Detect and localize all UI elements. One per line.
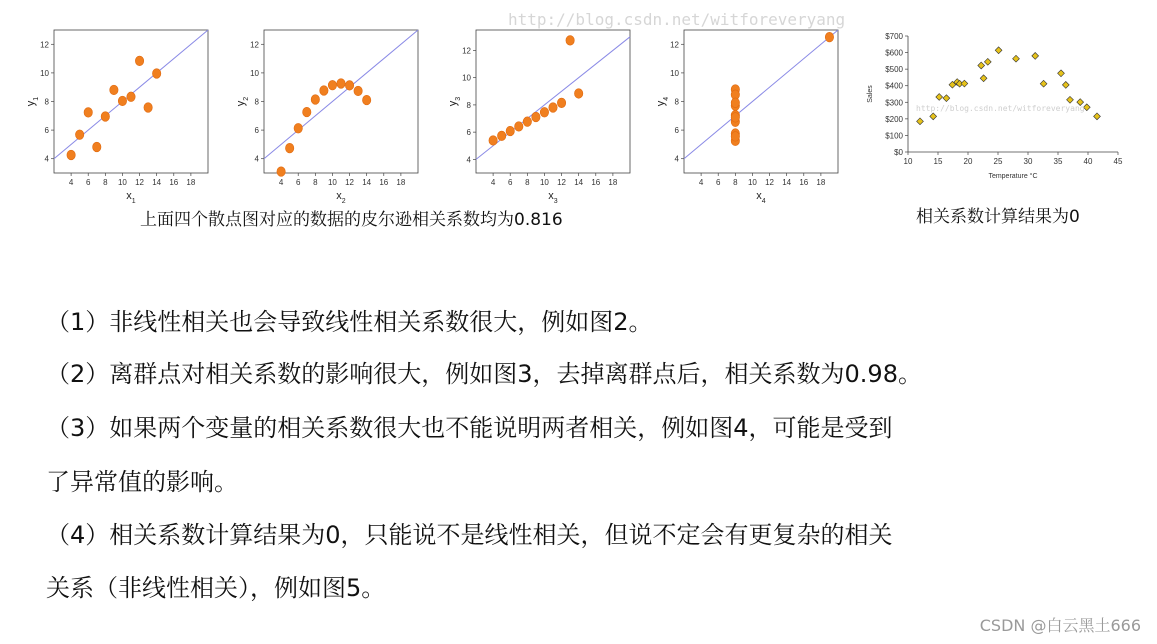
y-tick-label: $100 bbox=[885, 131, 903, 141]
data-point bbox=[917, 118, 924, 125]
data-point bbox=[540, 107, 548, 117]
y-tick-label: 4 bbox=[44, 154, 49, 164]
x-tick-label: 12 bbox=[135, 178, 145, 187]
x-tick-label: 35 bbox=[1053, 157, 1063, 166]
data-point bbox=[1094, 113, 1101, 120]
data-point bbox=[311, 95, 319, 105]
y-tick-label: 4 bbox=[254, 154, 259, 164]
data-point bbox=[731, 132, 739, 142]
x-tick-label: 6 bbox=[715, 178, 721, 187]
y-tick-label: 8 bbox=[466, 100, 471, 110]
x-axis-title: $x_2$ bbox=[336, 190, 346, 205]
x-tick-label: 45 bbox=[1113, 157, 1123, 166]
data-point bbox=[345, 81, 353, 91]
y-tick-label: 10 bbox=[250, 68, 259, 78]
x-axis-title: $x_3$ bbox=[548, 190, 558, 205]
x-tick-label: 40 bbox=[1083, 157, 1093, 166]
watermark-top: http://blog.csdn.net/witforeveryang bbox=[508, 10, 846, 29]
x-tick-label: 10 bbox=[903, 157, 913, 166]
data-point bbox=[506, 126, 514, 136]
x-tick-label: 18 bbox=[608, 178, 618, 187]
x-tick-label: 8 bbox=[525, 178, 530, 187]
data-point bbox=[825, 32, 833, 42]
y-tick-label: 6 bbox=[674, 126, 679, 136]
x-tick-label: 8 bbox=[733, 178, 738, 187]
data-point bbox=[93, 142, 101, 152]
x-tick-label: 12 bbox=[557, 178, 567, 187]
data-point bbox=[294, 123, 302, 133]
data-point bbox=[930, 113, 937, 120]
data-point bbox=[1067, 96, 1074, 103]
data-point bbox=[127, 92, 135, 102]
x-tick-label: 16 bbox=[799, 178, 809, 187]
y-tick-label: $600 bbox=[885, 48, 903, 58]
x-tick-label: 16 bbox=[591, 178, 601, 187]
y-tick-label: 8 bbox=[254, 97, 259, 107]
scatter-chart-2 bbox=[232, 30, 432, 205]
data-point bbox=[731, 113, 739, 123]
x-tick-label: 15 bbox=[933, 157, 943, 166]
data-point bbox=[961, 80, 968, 87]
data-point bbox=[1040, 80, 1047, 87]
data-point bbox=[362, 95, 370, 105]
plot-frame bbox=[684, 30, 838, 173]
x-axis-title: $x_1$ bbox=[126, 190, 136, 205]
y-tick-label: 10 bbox=[670, 68, 679, 78]
scatter-chart-1 bbox=[22, 30, 222, 205]
y-tick-label: 6 bbox=[254, 126, 259, 136]
data-point bbox=[303, 107, 311, 117]
x-tick-label: 10 bbox=[117, 178, 127, 187]
y-tick-label: 4 bbox=[674, 154, 679, 164]
x-tick-label: 4 bbox=[278, 178, 284, 187]
x-tick-label: 12 bbox=[765, 178, 775, 187]
scatter-panel-4 bbox=[652, 30, 852, 205]
y-tick-label: $400 bbox=[885, 81, 903, 91]
data-point bbox=[110, 85, 118, 95]
x-tick-label: 14 bbox=[362, 178, 372, 187]
y-tick-label: 6 bbox=[466, 128, 471, 138]
y-axis-title: $y_2$ bbox=[235, 96, 250, 107]
x-tick-label: 14 bbox=[152, 178, 162, 187]
x-tick-label: 16 bbox=[169, 178, 179, 187]
data-point bbox=[152, 69, 160, 79]
y-axis-title: $y_4$ bbox=[655, 96, 670, 107]
data-point bbox=[1032, 52, 1039, 59]
x-axis-title-subscript: 3 bbox=[553, 197, 558, 205]
x-axis-title: $x_4$ bbox=[756, 190, 766, 205]
x-tick-label: 6 bbox=[295, 178, 301, 187]
y-tick-label: $300 bbox=[885, 98, 903, 108]
data-point bbox=[118, 96, 126, 106]
data-point bbox=[523, 117, 531, 127]
x-axis-title: Temperature °C bbox=[988, 173, 1038, 180]
x-tick-label: 6 bbox=[507, 178, 513, 187]
data-point bbox=[320, 86, 328, 96]
x-tick-label: 8 bbox=[313, 178, 318, 187]
scatter-panel-1 bbox=[22, 30, 222, 205]
x-tick-label: 18 bbox=[816, 178, 826, 187]
x-tick-label: 6 bbox=[85, 178, 91, 187]
y-tick-label: $0 bbox=[894, 148, 903, 157]
y-tick-label: $500 bbox=[885, 65, 903, 75]
data-point bbox=[75, 130, 83, 140]
data-point bbox=[337, 79, 345, 89]
data-point bbox=[277, 167, 285, 177]
watermark-small: http://blog.csdn.net/witforeveryang bbox=[916, 104, 1085, 113]
data-point bbox=[1058, 70, 1065, 77]
data-point bbox=[101, 112, 109, 122]
x-tick-label: 14 bbox=[782, 178, 792, 187]
footer-credit: CSDN @白云黑土666 bbox=[979, 616, 1141, 635]
data-point bbox=[557, 98, 565, 108]
paragraph-3: （3）如果两个变量的相关系数很大也不能说明两者相关，例如图4，可能是受到 bbox=[46, 414, 893, 442]
x-tick-label: 4 bbox=[490, 178, 496, 187]
y-tick-label: 10 bbox=[462, 73, 471, 83]
data-point bbox=[1062, 81, 1069, 88]
data-point bbox=[354, 86, 362, 96]
y-tick-label: $700 bbox=[885, 32, 903, 41]
x-tick-label: 4 bbox=[68, 178, 74, 187]
data-point bbox=[995, 47, 1002, 54]
y-tick-label: 12 bbox=[250, 40, 259, 50]
x-axis-title-subscript: 2 bbox=[341, 197, 346, 205]
y-axis-title-subscript: 4 bbox=[662, 96, 670, 101]
data-point bbox=[515, 122, 523, 132]
paragraph-2: （2）离群点对相关系数的影响很大，例如图3，去掉离群点后，相关系数为0.98。 bbox=[46, 360, 922, 388]
x-tick-label: 25 bbox=[993, 157, 1003, 166]
data-point bbox=[84, 108, 92, 118]
data-point bbox=[566, 36, 574, 46]
x-tick-label: 12 bbox=[345, 178, 355, 187]
data-point bbox=[144, 103, 152, 113]
x-tick-label: 8 bbox=[103, 178, 108, 187]
paragraph-4-continued: 关系（非线性相关），例如图5。 bbox=[46, 574, 386, 602]
data-point bbox=[984, 58, 991, 65]
scatter-panel-2 bbox=[232, 30, 432, 205]
data-point bbox=[936, 94, 943, 101]
x-tick-label: 18 bbox=[396, 178, 406, 187]
y-axis-title-subscript: 2 bbox=[242, 96, 250, 101]
y-tick-label: 6 bbox=[44, 126, 49, 136]
y-axis-title: $y_3$ bbox=[447, 96, 462, 107]
data-point bbox=[489, 136, 497, 146]
caption-four-plots: 上面四个散点图对应的数据的皮尔逊相关系数均为0.816 bbox=[140, 210, 563, 230]
y-tick-label: 12 bbox=[40, 40, 49, 50]
x-tick-label: 14 bbox=[574, 178, 584, 187]
x-tick-label: 16 bbox=[379, 178, 389, 187]
data-point bbox=[285, 143, 293, 153]
data-point bbox=[549, 103, 557, 113]
paragraph-3-continued: 了异常值的影响。 bbox=[46, 468, 238, 496]
y-axis-title-subscript: 1 bbox=[32, 96, 40, 101]
y-tick-label: 4 bbox=[466, 155, 471, 165]
y-tick-label: 10 bbox=[40, 68, 49, 78]
x-tick-label: 10 bbox=[327, 178, 337, 187]
x-tick-label: 30 bbox=[1023, 157, 1033, 166]
y-tick-label: 8 bbox=[44, 97, 49, 107]
y-tick-label: $200 bbox=[885, 114, 903, 124]
data-point bbox=[67, 150, 75, 160]
paragraph-1: （1）非线性相关也会导致线性相关系数很大，例如图2。 bbox=[46, 308, 653, 336]
data-point bbox=[1013, 55, 1020, 62]
y-axis-title: $y_1$ bbox=[25, 96, 40, 107]
data-point bbox=[497, 131, 505, 141]
data-point bbox=[731, 98, 739, 108]
x-axis-title-subscript: 1 bbox=[131, 197, 136, 205]
scatter-chart-3 bbox=[444, 30, 644, 205]
x-tick-label: 10 bbox=[539, 178, 549, 187]
scatter-chart-4 bbox=[652, 30, 852, 205]
data-point bbox=[328, 80, 336, 90]
data-point bbox=[135, 56, 143, 66]
x-axis-title-subscript: 4 bbox=[761, 197, 766, 205]
data-point bbox=[978, 62, 985, 69]
scatter-panel-3 bbox=[444, 30, 644, 205]
x-tick-label: 18 bbox=[186, 178, 196, 187]
y-axis-title-subscript: 3 bbox=[454, 96, 462, 101]
data-point bbox=[574, 89, 582, 99]
x-tick-label: 20 bbox=[963, 157, 973, 166]
plot-frame bbox=[476, 30, 630, 173]
y-axis-title: Sales bbox=[867, 85, 874, 103]
data-point bbox=[980, 75, 987, 82]
x-tick-label: 4 bbox=[698, 178, 704, 187]
x-tick-label: 10 bbox=[747, 178, 757, 187]
y-tick-label: 12 bbox=[670, 40, 679, 50]
paragraph-4: （4）相关系数计算结果为0，只能说不是线性相关，但说不定会有更复杂的相关 bbox=[46, 521, 893, 549]
data-point bbox=[532, 112, 540, 122]
y-tick-label: 12 bbox=[462, 46, 471, 56]
caption-fifth-plot: 相关系数计算结果为0 bbox=[916, 207, 1080, 227]
y-tick-label: 8 bbox=[674, 97, 679, 107]
data-point bbox=[943, 95, 950, 102]
